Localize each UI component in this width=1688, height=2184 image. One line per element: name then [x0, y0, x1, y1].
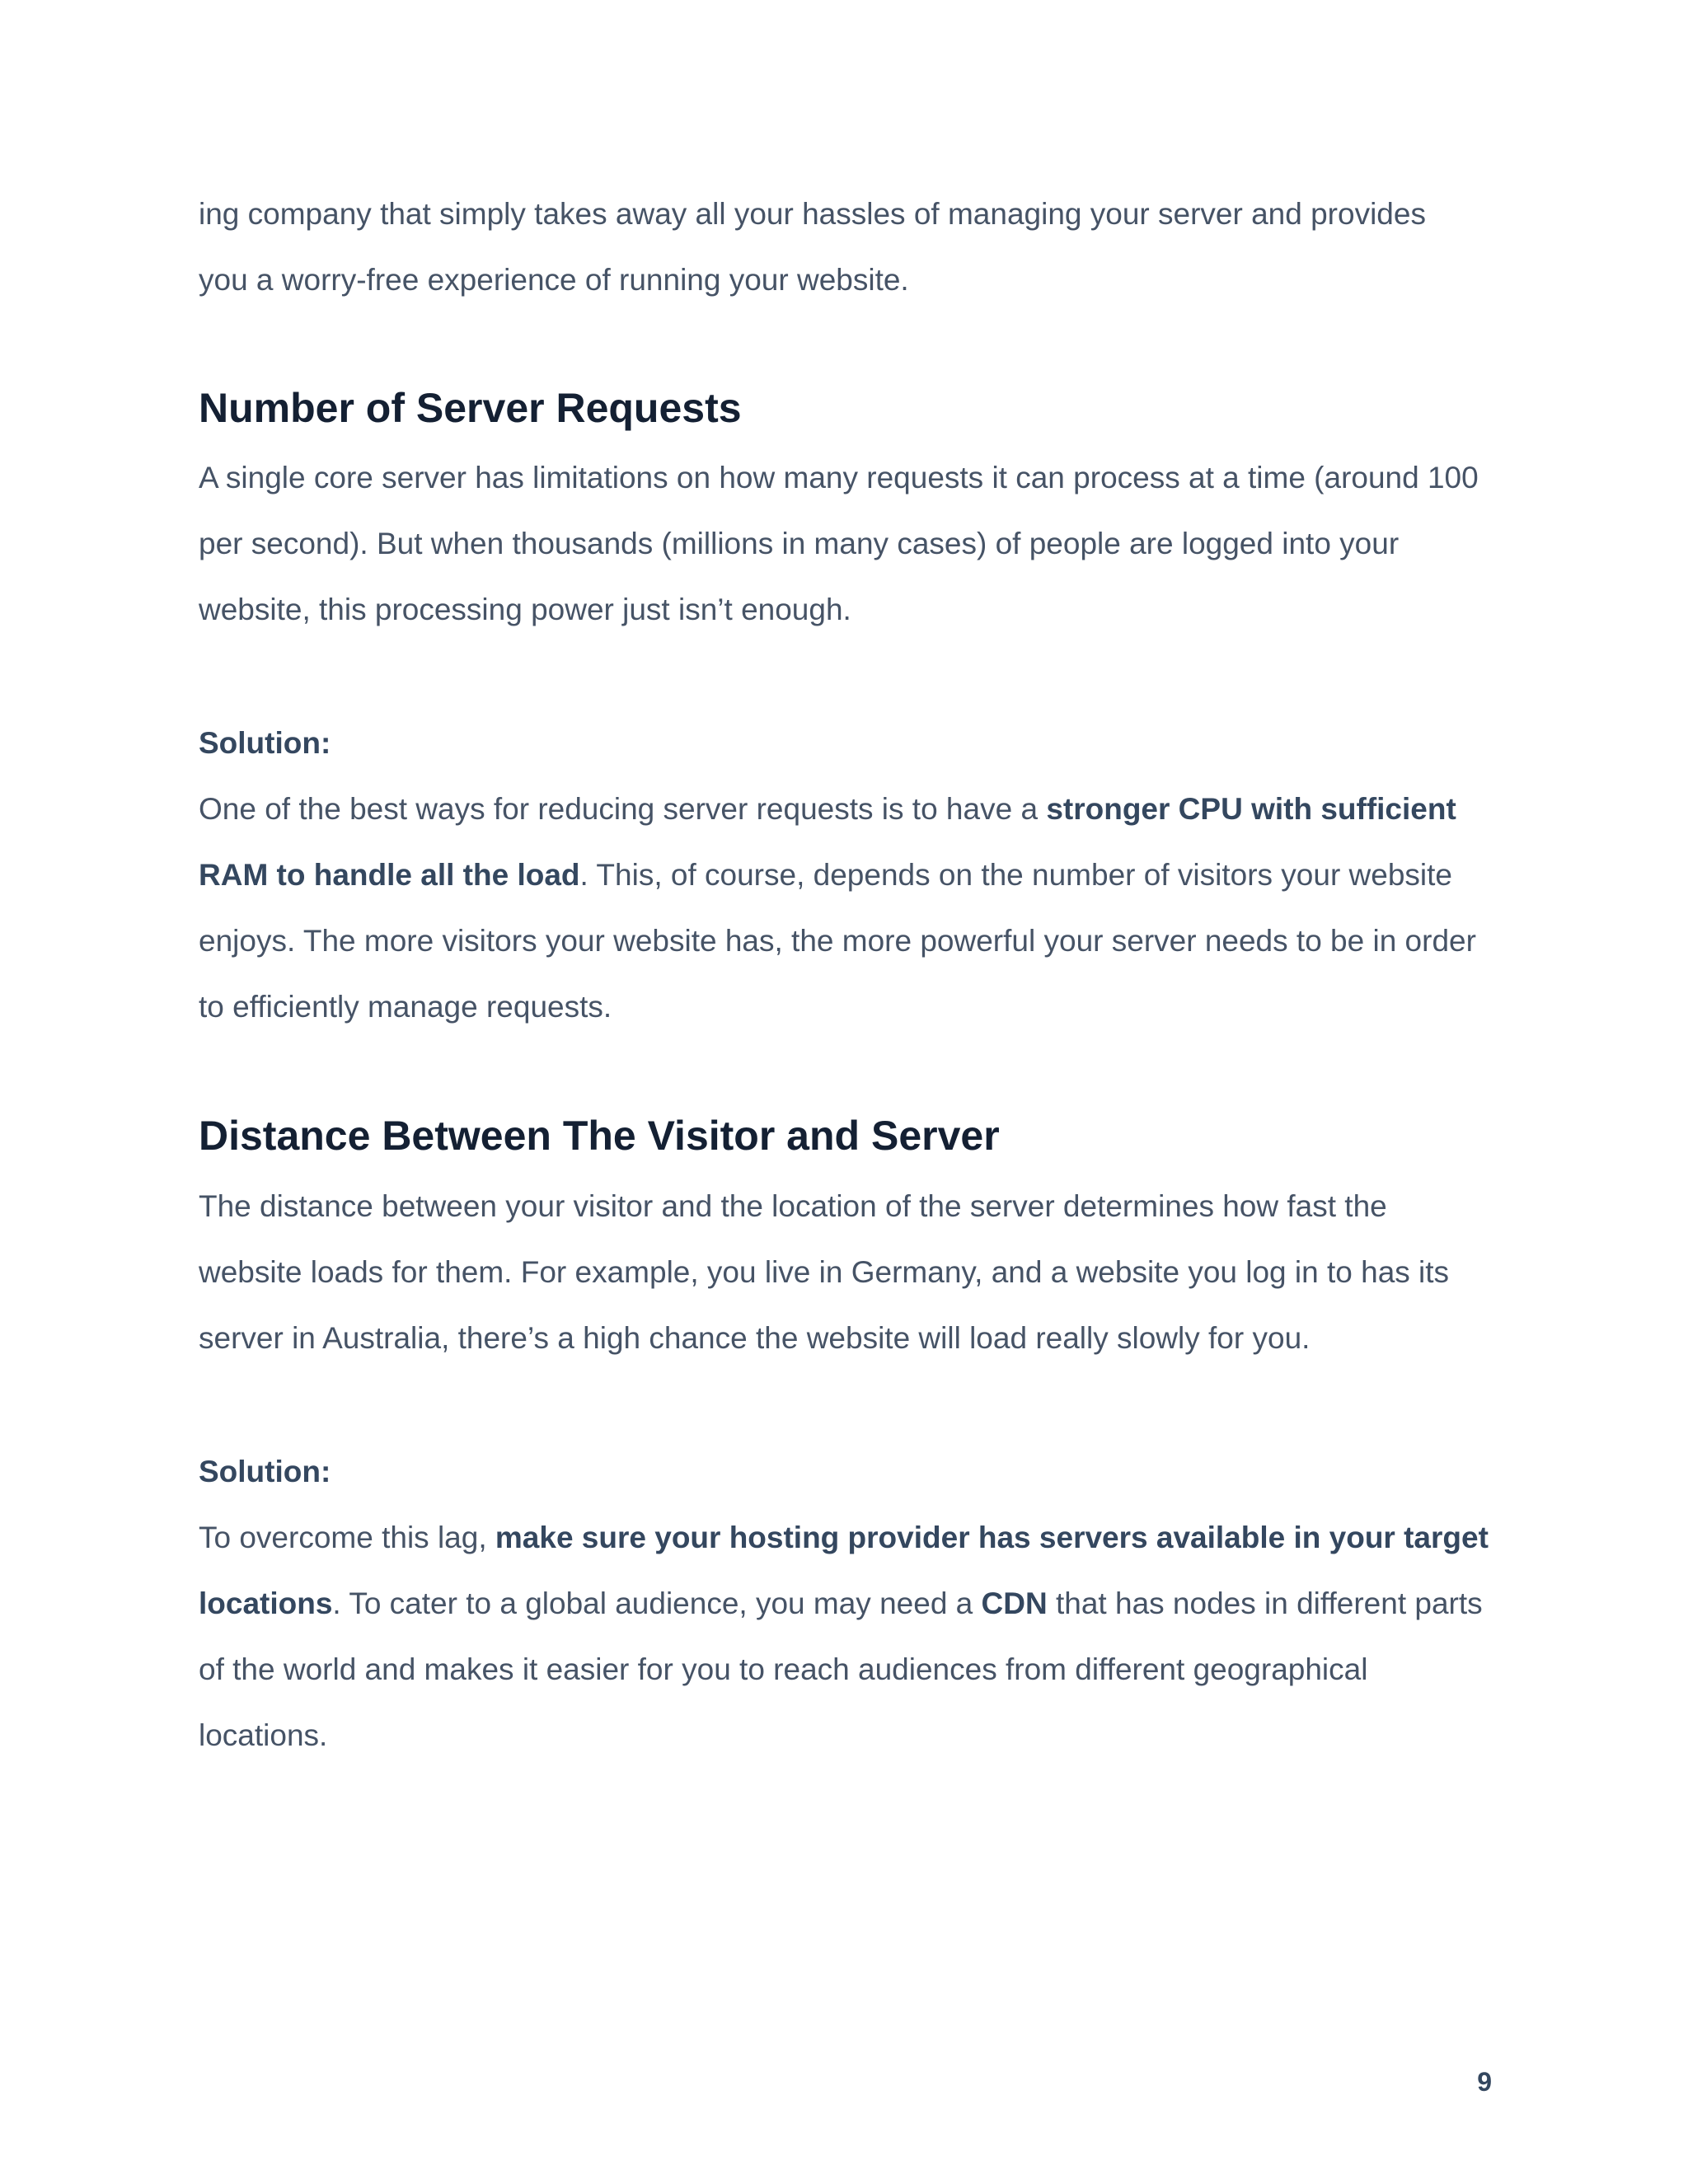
page-number: 9: [1477, 2067, 1492, 2097]
solution-emphasis-cdn: CDN: [981, 1586, 1048, 1620]
intro-line-1: ing company that simply takes away all your hassles of managing your server and provides: [199, 197, 1426, 231]
section-server-requests: [199, 383, 1493, 433]
solution-paragraph: One of the best ways for reducing server requests is to have a stronger CPU with sufficient RAM to handle all the load. This, of course, depends on the number of visitors your website enjoys. The more visitors your website has, the more powerful your server needs to be in order to efficiently manage requests.: [199, 792, 1476, 1024]
section-server-requests-body: [199, 445, 1493, 643]
solution-emphasis: stronger CPU with sufficient RAM to handle all the load: [199, 792, 1456, 892]
section-distance-body: [199, 1174, 1493, 1371]
section-heading: Number of Server Requests: [199, 385, 742, 431]
solution-text-1: [199, 776, 1493, 1040]
solution-paragraph: To overcome this lag, make sure your hosting provider has servers available in your target locations. To cater to a global audience, you may need a CDN that has nodes in different parts of the world and makes it easier for you to reach audiences from different geographical locations.: [199, 1521, 1489, 1752]
solution-label: Solution:: [199, 726, 331, 760]
solution-emphasis: make sure your hosting provider has servers available in your target locations: [199, 1521, 1489, 1620]
solution-label: Solution:: [199, 1455, 331, 1488]
section-paragraph: A single core server has limitations on how many requests it can process at a time (around 100 per second). But when thousands (millions in many cases) of people are logged into your website, this processing power just isn’t enough.: [199, 461, 1479, 626]
section-paragraph: The distance between your visitor and the location of the server determines how fast the website loads for them. For example, you live in Germany, and a website you log in to has its server in Australia, there’s a high chance the website will load really slowly for you.: [199, 1189, 1450, 1355]
section-heading: Distance Between The Visitor and Server: [199, 1113, 1000, 1159]
intro-paragraph: [199, 181, 1493, 313]
solution-block-1: [199, 719, 1493, 768]
intro-line-2: you a worry-free experience of running your website.: [199, 263, 909, 297]
solution-text-2: [199, 1505, 1493, 1769]
solution-block-2: [199, 1447, 1493, 1497]
section-distance: [199, 1111, 1493, 1160]
